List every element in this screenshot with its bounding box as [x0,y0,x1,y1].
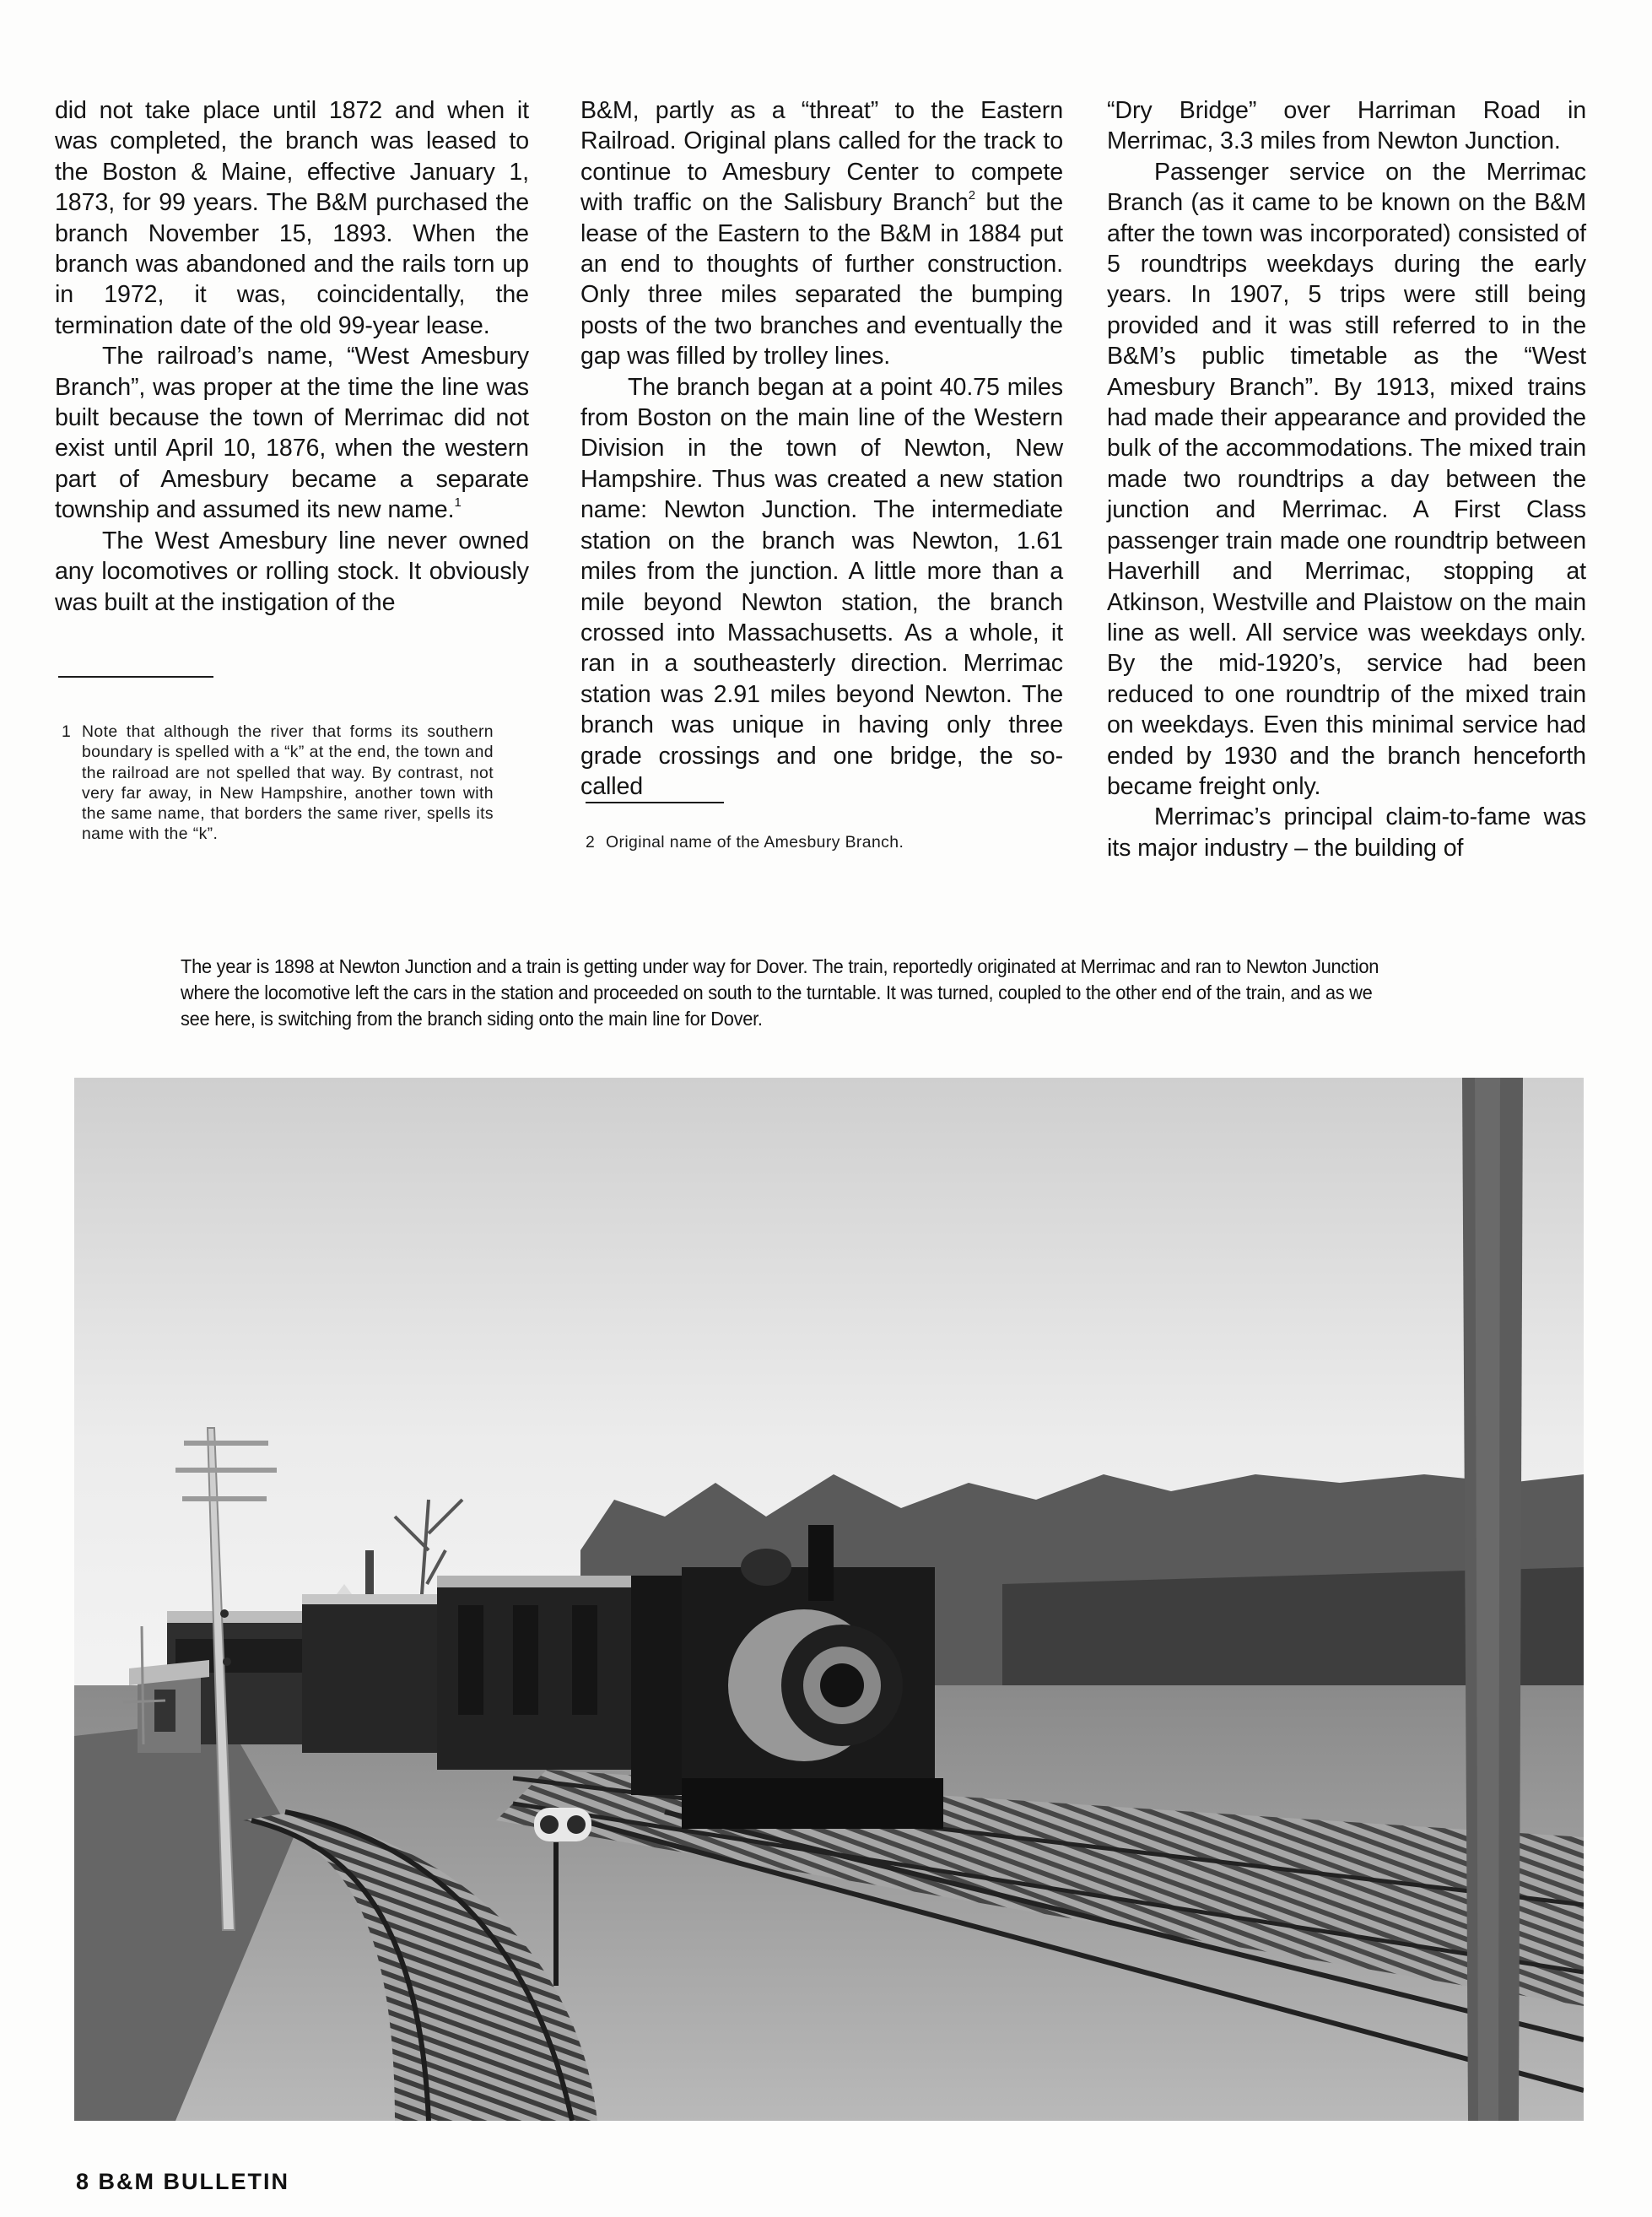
paragraph: Passenger service on the Merrimac Branch (as it came to be known on the B&M after the town was incorporated) consisted of 5 roundtrips weekdays during the early years. In 1907, 5 trips were still being provided and it was still referred to in the B&M’s public timetable as the “West Amesbury Branch”. By 1913, mixed trains had made their appearance and provided the bulk of the accommodations. The mixed train made two roundtrips a day between the junction and Merrimac. A First Class passenger train made one roundtrip between Haverhill and Merrimac, stopping at Atkinson, Westville and Plaistow on the main line as well. All service was weekdays only. By the mid-1920’s, service had been reduced to one roundtrip of the mixed train on weekdays. Even this minimal service had ended by 1930 and the branch henceforth became freight only. [1107,158,1586,800]
footnote-1 [62,722,494,845]
article-column-2 [580,95,1063,802]
footnote-number: 1 [62,722,72,741]
paragraph-text: B&M, partly as a “threat” to the Eastern Railroad. Original plans called for the track to continue to Amesbury Center to compete with traffic on the Salisbury Branch [580,97,1063,217]
footnote-ref-1[interactable]: 1 [454,495,462,511]
train-photograph [74,1078,1584,2121]
article-column-1 [55,95,529,618]
footnote-2 [586,832,1045,852]
caption-text: The year is 1898 at Newton Junction and a train is getting under way for Dover. The train, reportedly originated at Merrimac and ran to Newton Junction where the locomotive left the cars in the station and proceeded on south to the turntable. It was turned, coupled to the other end of the train, and as we see here, is switching from the branch siding onto the main line for Dover. [181,955,1379,1030]
telegraph-pole-foreground [1462,1078,1523,2121]
paragraph [580,95,1063,372]
paragraph: The branch began at a point 40.75 miles from Boston on the main line of the Western Division in the town of Newton, New Hampshire. Thus was created a new station name: Newton Junction. The intermediate station on the branch was Newton, 1.61 miles from the junction. A little more than a mile beyond Newton station, the branch crossed into Massachusetts. As a whole, it ran in a southeasterly direction. Merrimac station was 2.91 miles beyond Newton. The branch was unique in having only three grade crossings and one bridge, the so-called [580,373,1063,800]
paragraph: Merrimac’s principal claim-to-fame was its major industry – the building of [1107,803,1586,862]
paragraph: did not take place until 1872 and when it was completed, the branch was leased to the Boston & Maine, effective January 1, 1873, for 99 years. The B&M purchased the branch November 15, 1893. When the branch was abandoned and the rails torn up in 1972, it was, coincidentally, the termination date of the old 99-year lease. [55,97,529,339]
page-footer: 8 B&M BULLETIN [76,2169,289,2194]
footnote-rule-1 [58,676,213,678]
signal-shed [129,1660,209,1753]
paragraph: The West Amesbury line never owned any locomotives or rolling stock. It obviously was built at the instigation of the [55,527,529,616]
paragraph-text: but the lease of the Eastern to the B&M in 1884 put an end to thoughts of further construction. Only three miles separated the bumping posts of the two branches and eventually the gap was filled by trolley lines. [580,189,1063,370]
photo-caption [181,954,1389,1032]
paragraph [55,341,529,525]
footnote-text: Note that although the river that forms its southern boundary is spelled with a “k” at the end, the town and the railroad are not spelled that way. By contrast, not very far away, in New Hampshire, another town with the same name, that borders the same river, spells its name with the “k”. [82,722,494,844]
footnote-rule-2 [586,802,724,803]
footnote-text: Original name of the Amesbury Branch. [606,833,904,852]
baggage-car [437,1576,640,1770]
footnote-ref-2[interactable]: 2 [968,188,975,203]
footnote-number: 2 [586,833,596,852]
paragraph: “Dry Bridge” over Harriman Road in Merrimac, 3.3 miles from Newton Junction. [1107,97,1586,155]
paragraph-text: The railroad’s name, “West Amesbury Branch”, was proper at the time the line was built because the town of Merrimac did not exist until April 10, 1876, when the western part of Amesbury became a separate township and assumed its new name. [55,343,529,524]
article-column-3 [1107,95,1586,863]
